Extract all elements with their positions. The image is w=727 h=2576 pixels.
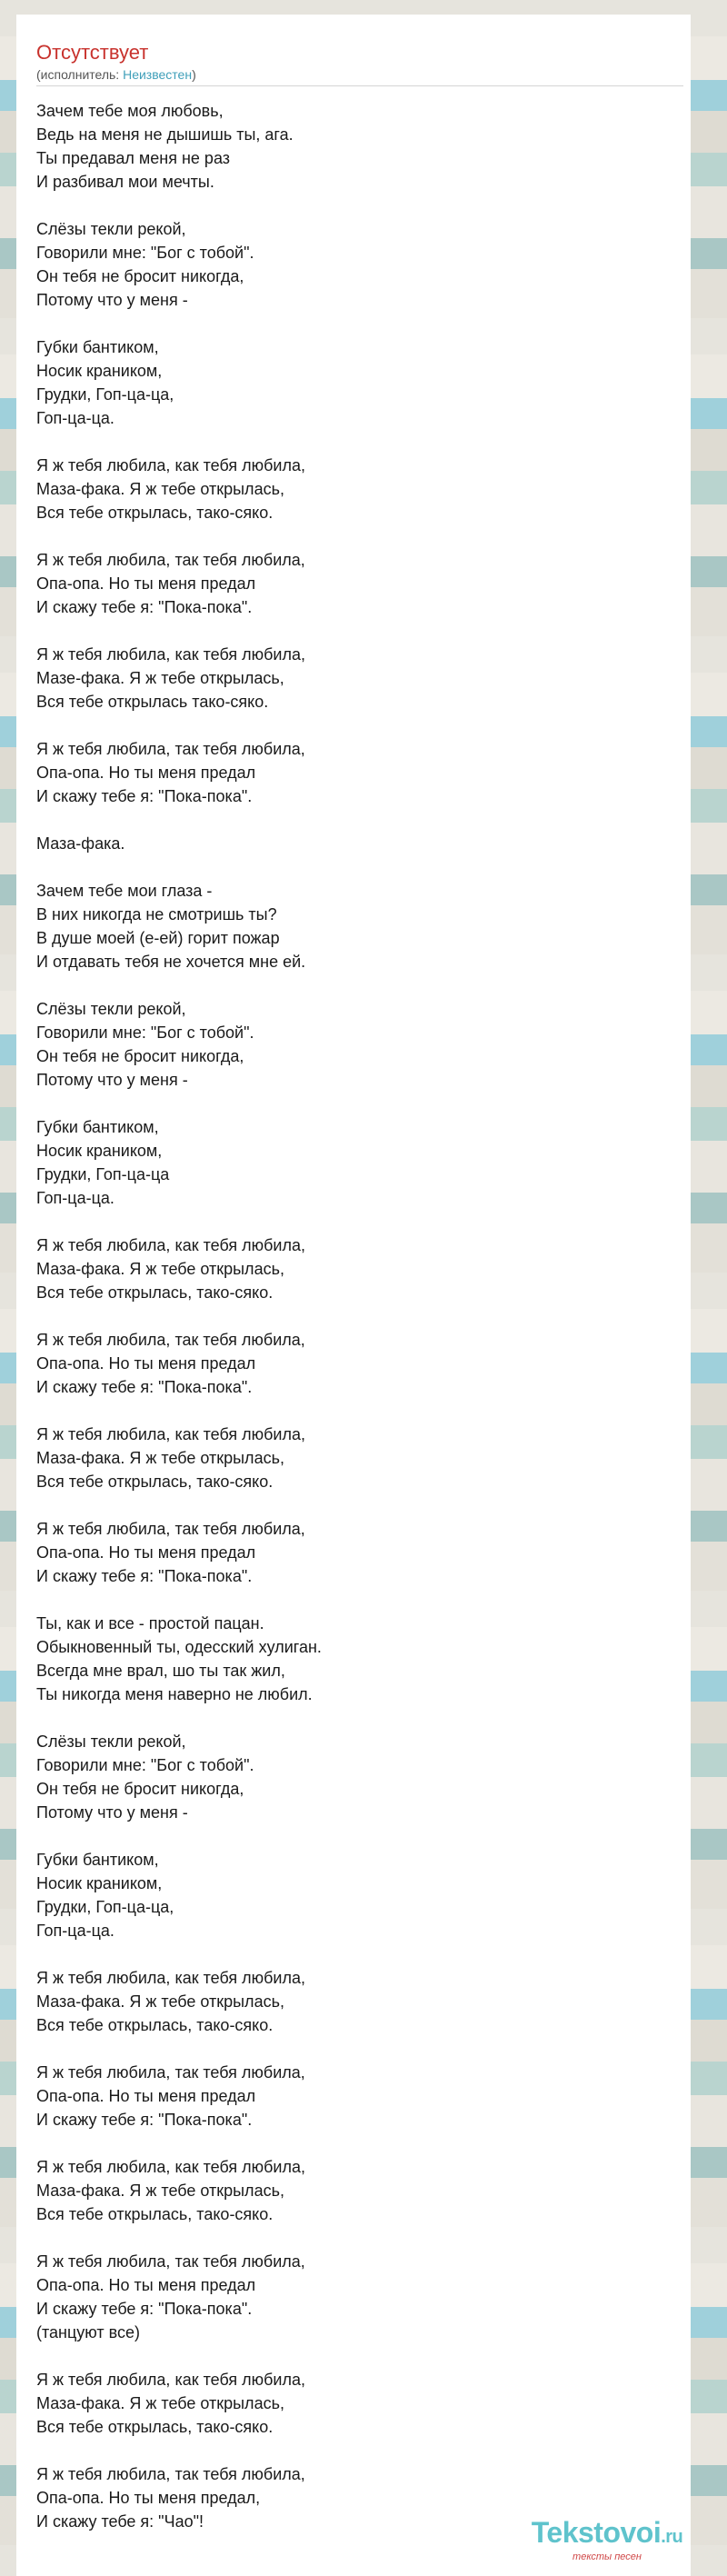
title-divider — [36, 85, 683, 86]
artist-suffix: ) — [192, 67, 196, 82]
logo-domain: .ru — [661, 2527, 683, 2547]
song-title: Отсутствует — [36, 41, 149, 64]
logo-wordmark — [516, 2516, 698, 2553]
artist-link[interactable]: Неизвестен — [123, 67, 193, 82]
lyrics-text: Зачем тебе моя любовь, Ведь на меня не дышишь ты, ага. Ты предавал меня не раз И разбивал мои мечты. Слёзы текли рекой, Говорили мне: "Бог с тобой". Он тебя не бросит никогда, Потому что у меня - Губки бантиком, Носик краником, Грудки, Гоп-ца-ца, Гоп-ца-ца. Я ж тебя любила, как тебя любила, Маза-фака. Я ж тебе открылась, Вся тебе открылась, тако-сяко. Я ж тебя любила, так тебя любила, Опа-опа. Но ты меня предал И скажу тебе я: "Пока-пока". Я ж тебя любила, как тебя любила, Мазе-фака. Я ж тебе открылась, Вся тебе открылась тако-сяко. Я ж тебя любила, так тебя любила, Опа-опа. Но ты меня предал И скажу тебе я: "Пока-пока". Маза-фака. Зачем тебе мои глаза - В них никогда не смотришь ты? В душе моей (е-ей) горит пожар И отдавать тебя не хочется мне ей. Слёзы текли рекой, Говорили мне: "Бог с тобой". Он тебя не бросит никогда, Потому что у меня - Губки бантиком, Носик краником, Грудки, Гоп-ца-ца Гоп-ца-ца. Я ж тебя любила, как тебя любила, Маза-фака. Я ж тебе открылась, Вся тебе открылась, тако-сяко. Я ж тебя любила, так тебя любила, Опа-опа. Но ты меня предал И скажу тебе я: "Пока-пока". Я ж тебя любила, как тебя любила, Маза-фака. Я ж тебе открылась, Вся тебе открылась, тако-сяко. Я ж тебя любила, так тебя любила, Опа-опа. Но ты меня предал И скажу тебе я: "Пока-пока". Ты, как и все - простой пацан. Обыкновенный ты, одесский хулиган. Всегда мне врал, шо ты так жил, Ты никогда меня наверно не любил. Слёзы текли рекой, Говорили мне: "Бог с тобой". Он тебя не бросит никогда, Потому что у меня - Губки бантиком, Носик краником, Грудки, Гоп-ца-ца, Гоп-ца-ца. Я ж тебя любила, как тебя любила, Маза-фака. Я ж тебе открылась, Вся тебе открылась, тако-сяко. Я ж тебя любила, так тебя любила, Опа-опа. Но ты меня предал И скажу тебе я: "Пока-пока". Я ж тебя любила, как тебя любила, Маза-фака. Я ж тебе открылась, Вся тебе открылась, тако-сяко. Я ж тебя любила, так тебя любила, Опа-опа. Но ты меня предал И скажу тебе я: "Пока-пока". (танцуют все) Я ж тебя любила, как тебя любила, Маза-фака. Я ж тебе открылась, Вся тебе открылась, тако-сяко. Я ж тебя любила, так тебя любила, Опа-опа. Но ты меня предал, И скажу тебе я: "Чао"! — [36, 102, 322, 2531]
logo-name: Tekstovoi — [531, 2516, 662, 2549]
logo-tagline: тексты песен — [573, 2551, 642, 2562]
artist-prefix: (исполнитель: — [36, 67, 124, 82]
artist-line — [36, 67, 691, 82]
site-logo[interactable] — [516, 2516, 698, 2561]
lyrics-card — [16, 15, 691, 2576]
